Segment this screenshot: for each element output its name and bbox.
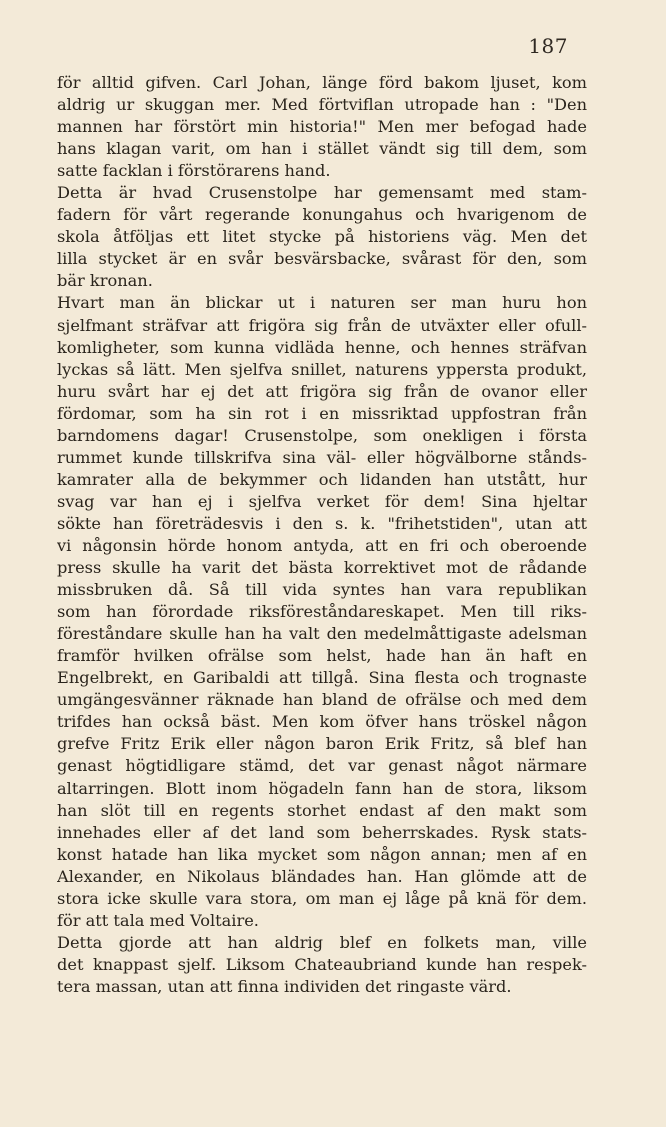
- text-line: kamrater alla de bekymmer och lidanden han utstått, hur: [57, 469, 587, 489]
- text-line: han slöt till en regents storhet endast af den makt som: [57, 800, 587, 820]
- text-line: för alltid gifven. Carl Johan, länge förd bakom ljuset, kom: [57, 73, 587, 92]
- text-line: rummet kunde tillskrifva sina väl- eller högvälborne stånds-: [57, 447, 587, 467]
- page-number: 187: [528, 34, 568, 58]
- text-line: Hvart man än blickar ut i naturen ser man huru hon: [57, 293, 587, 313]
- text-line: vi någonsin hörde honom antyda, att en fri och oberoende: [57, 535, 587, 555]
- text-line: konst hatade han lika mycket som någon annan; men af en: [57, 844, 587, 864]
- text-line: Engelbrekt, en Garibaldi att tillgå. Sina flesta och trognaste: [57, 668, 587, 688]
- text-line: bär kronan.: [57, 271, 153, 291]
- text-line: för att tala med Voltaire.: [57, 910, 259, 930]
- text-line: svag var han ej i sjelfva verket för dem! Sina hjeltar: [57, 491, 587, 511]
- text-line: Alexander, en Nikolaus bländades han. Han glömde att de: [57, 866, 587, 886]
- text-line: Detta gjorde att han aldrig blef en folkets man, ville: [57, 932, 587, 952]
- body-text: [57, 72, 587, 998]
- text-line: altarringen. Blott inom högadeln fann han de stora, liksom: [57, 778, 587, 798]
- text-line: stora icke skulle vara stora, om man ej låge på knä för dem.: [57, 888, 587, 908]
- text-line: grefve Fritz Erik eller någon baron Erik Fritz, så blef han: [57, 734, 587, 754]
- text-line: barndomens dagar! Crusenstolpe, som onekligen i första: [57, 425, 587, 445]
- text-line: huru svårt har ej det att frigöra sig från de ovanor eller: [57, 381, 587, 401]
- text-line: press skulle ha varit det bästa korrektivet mot de rådande: [57, 558, 587, 578]
- text-line: komligheter, som kunna vidläda henne, och hennes sträfvan: [57, 337, 587, 357]
- text-line: det knappast sjelf. Liksom Chateaubriand kunde han respek-: [57, 954, 587, 974]
- text-line: hans klagan varit, om han i stället vändt sig till dem, som: [57, 139, 587, 159]
- text-line: innehades eller af det land som beherrskades. Rysk stats-: [57, 822, 587, 842]
- text-line: lilla stycket är en svår besvärsbacke, svårast för den, som: [57, 249, 587, 269]
- text-line: lyckas så lätt. Men sjelfva snillet, naturens yppersta produkt,: [57, 359, 587, 379]
- text-line: trifdes han också bäst. Men kom öfver hans tröskel någon: [57, 712, 587, 732]
- text-line: tera massan, utan att finna individen det ringaste värd.: [57, 976, 512, 996]
- text-line: fadern för vårt regerande konungahus och hvarigenom de: [57, 205, 587, 225]
- text-line: missbruken då. Så till vida syntes han vara republikan: [57, 580, 587, 600]
- text-line: skola åtföljas ett litet stycke på historiens väg. Men det: [57, 227, 587, 247]
- text-line: mannen har förstört min historia!" Men mer befogad hade: [57, 117, 587, 137]
- text-line: umgängesvänner räknade han bland de ofrälse och med dem: [57, 690, 587, 710]
- text-line: genast högtidligare stämd, det var genast något närmare: [57, 756, 587, 776]
- text-line: föreståndare skulle han ha valt den medelmåttigaste adelsman: [57, 624, 587, 644]
- text-line: satte facklan i förstörarens hand.: [57, 161, 331, 181]
- text-line: sjelfmant sträfvar att frigöra sig från de utväxter eller ofull-: [57, 315, 587, 335]
- text-line: sökte han företrädesvis i den s. k. "frihetstiden", utan att: [57, 513, 587, 533]
- text-line: fördomar, som ha sin rot i en missriktad uppfostran från: [57, 403, 587, 423]
- text-line: aldrig ur skuggan mer. Med förtviflan utropade han : "Den: [57, 95, 587, 115]
- text-line: Detta är hvad Crusenstolpe har gemensamt med stam-: [57, 183, 587, 203]
- text-line: framför hvilken ofrälse som helst, hade han än haft en: [57, 646, 587, 666]
- text-line: som han förordade riksföreståndareskapet. Men till riks-: [57, 602, 587, 622]
